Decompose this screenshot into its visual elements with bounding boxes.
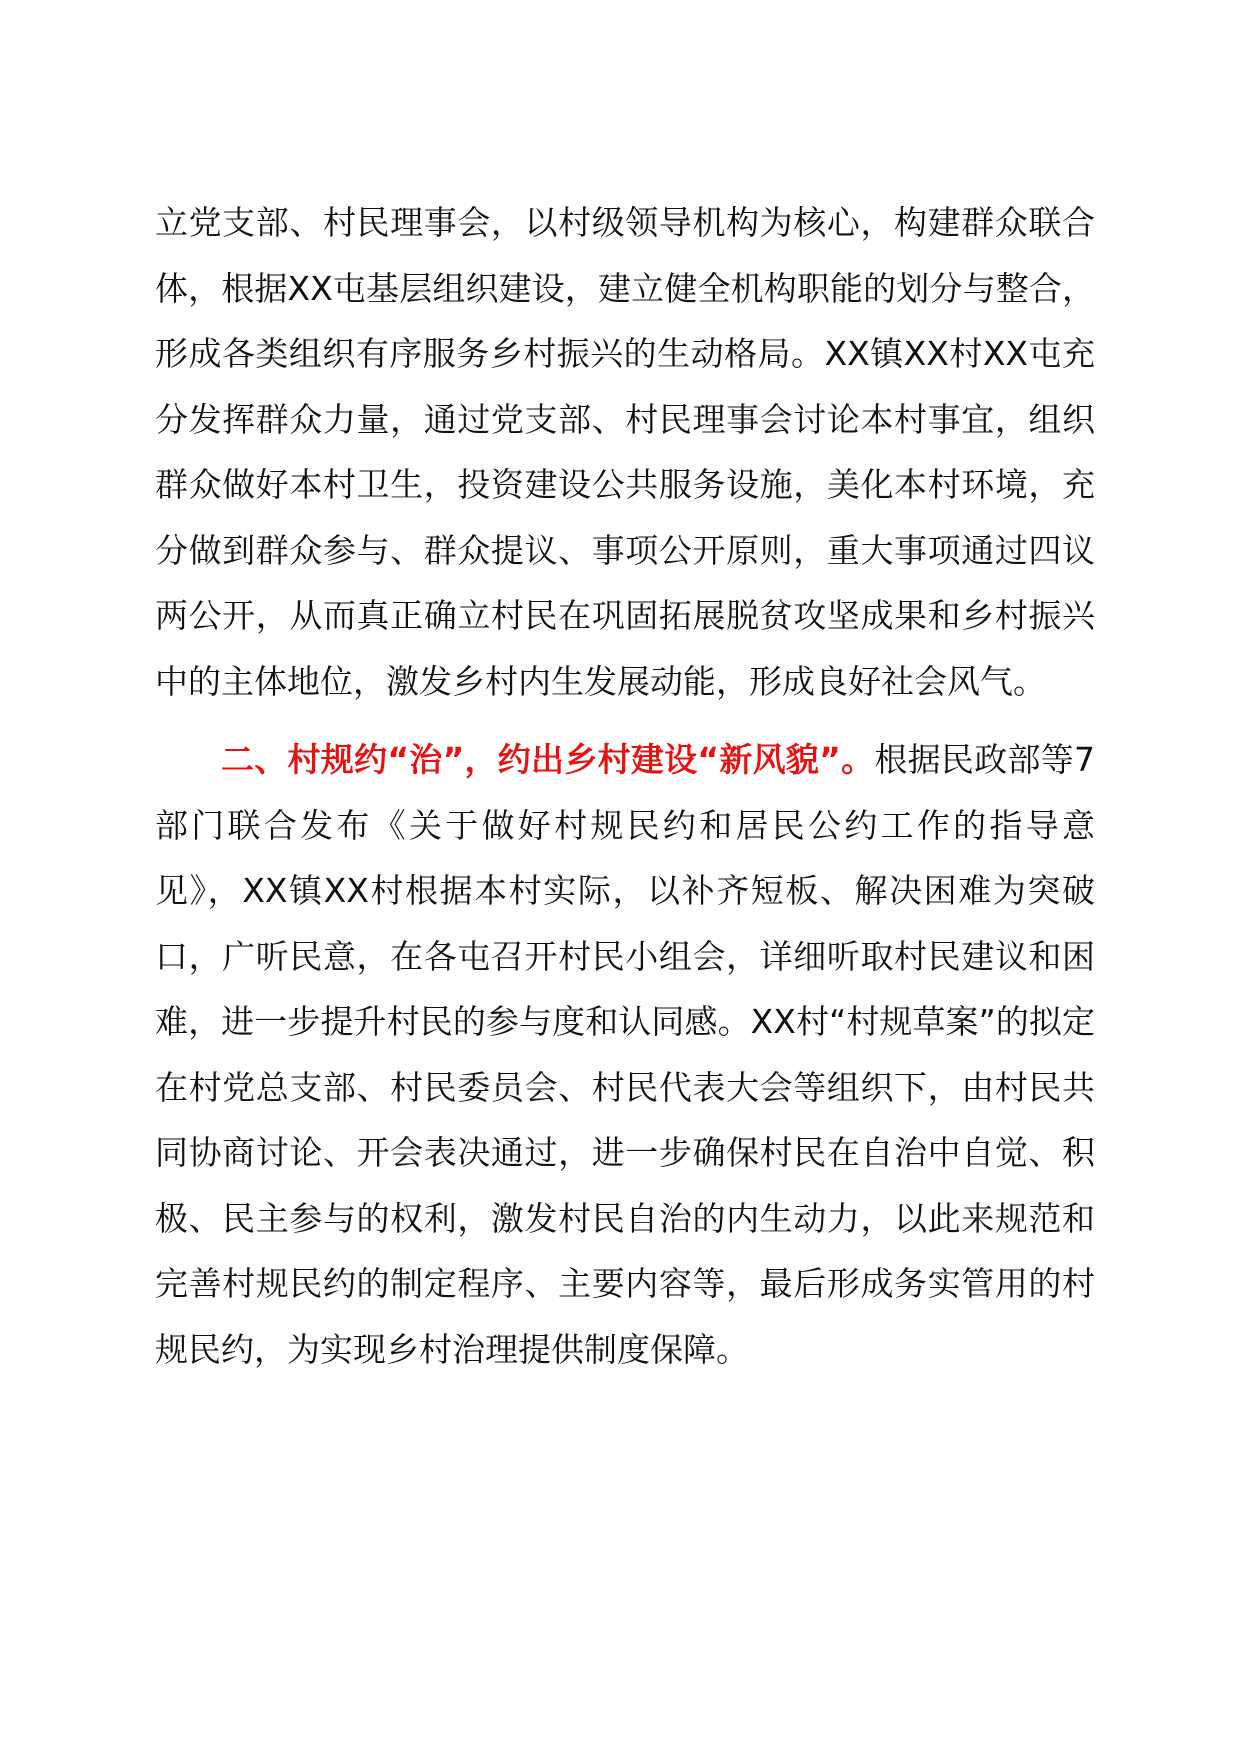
paragraph-1: 立党支部、村民理事会，以村级领导机构为核心，构建群众联合体，根据XX屯基层组织建设，建立健全机构职能的划分与整合，形成各类组织有序服务乡村振兴的生动格局。XX镇XX村XX屯充分发挥群众力量，通过党支部、村民理事会讨论本村事宜，组织群众做好本村卫生，投资建设公共服务设施，美化本村环境，充分做到群众参与、群众提议、事项公开原则，重大事项通过四议两公开，从而真正确立村民在巩固拓展脱贫攻坚成果和乡村振兴中的主体地位，激发乡村内生发展动能，形成良好社会风气。: [155, 203, 1095, 701]
document-body: [155, 190, 1095, 1382]
paragraph-2-body: 根据民政部等7部门联合发布《关于做好村规民约和居民公约工作的指导意见》，XX镇XX村根据本村实际，以补齐短板、解决困难为突破口，广听民意，在各屯召开村民小组会，详细听取村民建议和困难，进一步提升村民的参与度和认同感。XX村“村规草案”的拟定在村党总支部、村民委员会、村民代表大会等组织下，由村民共同协商讨论、开会表决通过，进一步确保村民在自治中自觉、积极、民主参与的权利，激发村民自治的内生动力，以此来规范和完善村规民约的制定程序、主要内容等，最后形成务实管用的村规民约，为实现乡村治理提供制度保障。: [155, 740, 1095, 1369]
paragraph-2: [155, 727, 1095, 1382]
section-heading: 二、村规约“治”，约出乡村建设“新风貌”。: [221, 740, 875, 779]
